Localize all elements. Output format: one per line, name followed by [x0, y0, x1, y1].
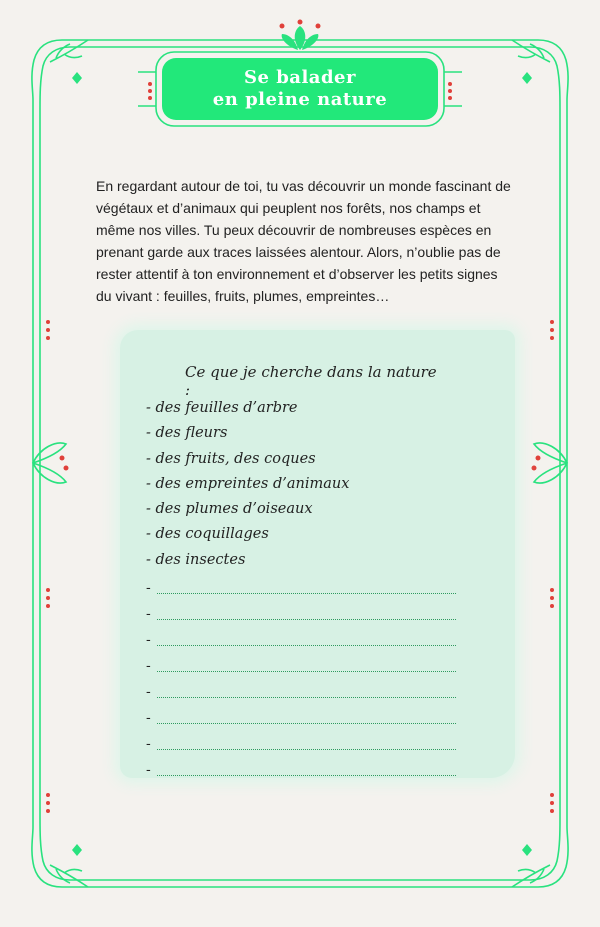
intro-paragraph: En regardant autour de toi, tu vas découvrir un monde fascinant de végétaux et d’animaux qui peuplent nos forêts, nos champs et même nos villes. Tu peux découvrir de nombreuses espèces en prenant garde aux traces laissées alentour. Alors, n’oublie pas de rester attentif à ton environnement et d’observer les petits signes du vivant : feuilles, fruits, plumes, empreintes… — [96, 178, 511, 304]
dotted-rule — [157, 671, 456, 672]
blank-dash: - — [146, 710, 151, 726]
dotted-rule — [157, 697, 456, 698]
checklist-item: - des coquillages — [146, 526, 269, 543]
blank-line[interactable] — [146, 736, 456, 756]
dotted-rule — [157, 775, 456, 776]
dotted-rule — [157, 723, 456, 724]
dotted-rule — [157, 619, 456, 620]
blank-dash: - — [146, 606, 151, 622]
blank-dash: - — [146, 684, 151, 700]
blank-dash: - — [146, 762, 151, 778]
blank-line[interactable] — [146, 580, 456, 600]
checklist-item: - des plumes d’oiseaux — [146, 501, 313, 518]
blank-line[interactable] — [146, 606, 456, 626]
checklist-item: - des feuilles d’arbre — [146, 400, 298, 416]
checklist-heading: Ce que je cherche dans la nature : — [185, 363, 437, 399]
blank-dash: - — [146, 580, 151, 596]
blank-line[interactable] — [146, 762, 456, 782]
title-banner — [162, 58, 438, 120]
dotted-rule — [157, 593, 456, 594]
checklist-item: - des fleurs — [146, 425, 228, 442]
title-line-2: en pleine nature — [212, 89, 388, 110]
blank-dash: - — [146, 632, 151, 648]
blank-line[interactable] — [146, 710, 456, 730]
dotted-rule — [157, 645, 456, 646]
dotted-rule — [157, 749, 456, 750]
title-line-1: Se balader — [244, 67, 356, 88]
checklist-item: - des fruits, des coques — [146, 450, 316, 467]
blank-line[interactable] — [146, 684, 456, 704]
checklist-item: - des insectes — [146, 551, 246, 568]
blank-dash: - — [146, 658, 151, 674]
blank-line[interactable] — [146, 632, 456, 652]
blank-dash: - — [146, 736, 151, 752]
checklist-items — [146, 400, 466, 577]
checklist-item: - des empreintes d’animaux — [146, 475, 350, 492]
blank-line[interactable] — [146, 658, 456, 678]
